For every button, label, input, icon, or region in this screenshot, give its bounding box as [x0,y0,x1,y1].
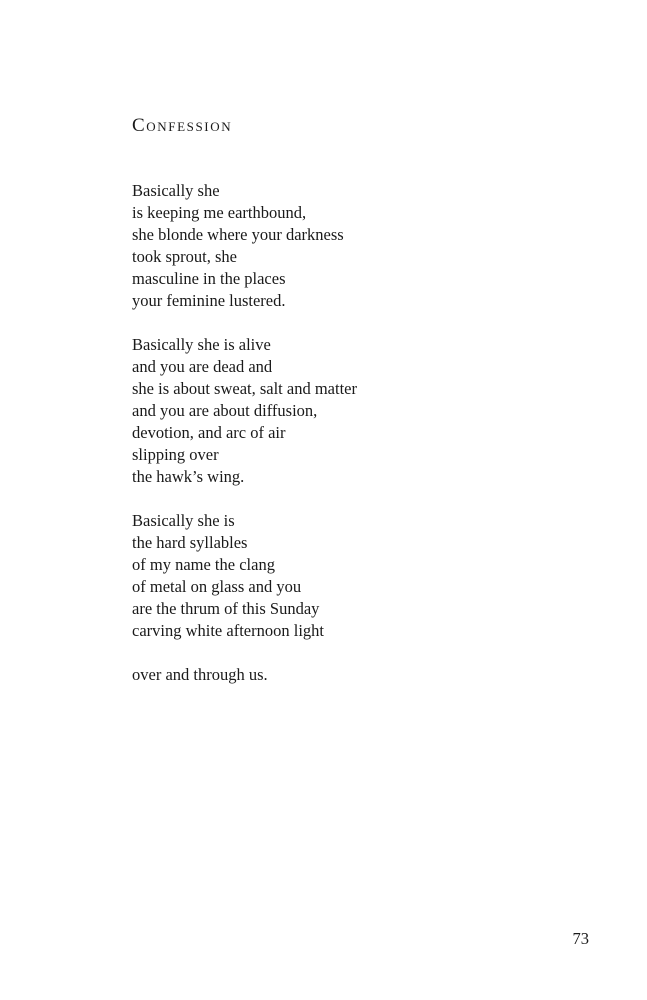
poem-line: slipping over [132,445,219,464]
poem-body [132,180,592,708]
stanza-3 [132,510,592,642]
poem-line: and you are dead and [132,357,273,376]
poem-line: masculine in the places [132,269,286,288]
poem-line: she is about sweat, salt and matter [132,379,357,398]
poem-line: the hawk’s wing. [132,467,245,486]
poem-line: the hard syllables [132,533,248,552]
poem-line: over and through us. [132,665,268,684]
page-number: 73 [572,929,589,948]
poem-line: of metal on glass and you [132,577,302,596]
poem-line: Basically she is alive [132,335,271,354]
poem-line: Basically she is [132,511,235,530]
poem-line: is keeping me earthbound, [132,203,307,222]
poem-title: Confession [132,115,233,136]
poem-line: your feminine lustered. [132,291,286,310]
poem-line: she blonde where your darkness [132,225,344,244]
poem-line: devotion, and arc of air [132,423,286,442]
poem-line: and you are about diffusion, [132,401,318,420]
poem-line: carving white afternoon light [132,621,324,640]
stanza-1 [132,180,592,312]
poem-line: of my name the clang [132,555,275,574]
poem-line: took sprout, she [132,247,237,266]
stanza-2 [132,334,592,488]
stanza-4 [132,664,592,686]
poem-line: are the thrum of this Sunday [132,599,320,618]
poem-line: Basically she [132,181,220,200]
